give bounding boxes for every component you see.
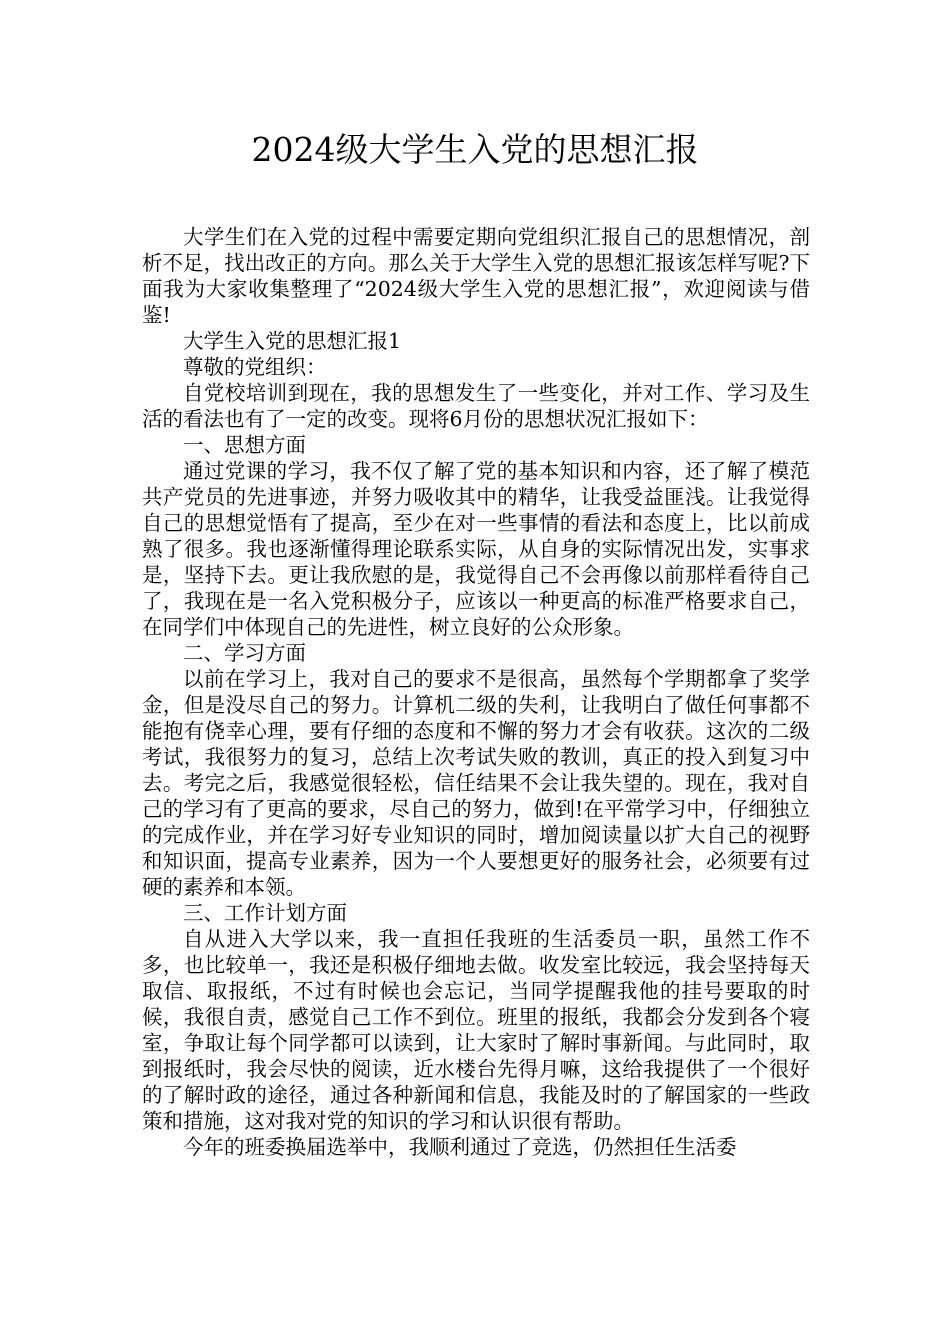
paragraph: 自党校培训到现在，我的思想发生了一些变化，并对工作、学习及生活的看法也有了一定的改变。现将6月份的思想状况汇报如下： — [142, 381, 810, 431]
paragraph-heading-thought: 一、思想方面 — [183, 433, 306, 457]
paragraph: 以前在学习上，我对自己的要求不是很高，虽然每个学期都拿了奖学金，但是没尽自己的努力。计算机二级的失利，让我明白了做任何事都不能抱有侥幸心理，要有仔细的态度和不懈的努力才会有收获。这次的二级考试，我很努力的复习，总结上次考试失败的教训，真正的投入到复习中去。考完之后，我感觉很轻松，信任结果不会让我失望的。现在，我对自己的学习有了更高的要求，尽自己的努力，做到!在平常学习中，仔细独立的完成作业，并在学习好专业知识的同时，增加阅读量以扩大自己的视野和知识面，提高专业素养，因为一个人要想更好的服务社会，必须要有过硬的素养和本领。 — [142, 667, 810, 899]
paragraph: 今年的班委换届选举中，我顺利通过了竞选，仍然担任生活委 — [183, 1135, 737, 1159]
paragraph-heading-study: 二、学习方面 — [183, 641, 306, 665]
paragraph: 自从进入大学以来，我一直担任我班的生活委员一职，虽然工作不多，也比较单一，我还是积极仔细地去做。收发室比较远，我会坚持每天取信、取报纸，不过有时候也会忘记，当同学提醒我他的挂号要取的时候，我很自责，感觉自己工作不到位。班里的报纸，我都会分发到各个寝室，争取让每个同学都可以读到，让大家时了解时事新闻。与此同时，取到报纸时，我会尽快的阅读，近水楼台先得月嘛，这给我提供了一个很好的了解时政的途径，通过各种新闻和信息，我能及时的了解国家的一些政策和措施，这对我对党的知识的学习和认识很有帮助。 — [142, 927, 810, 1133]
paragraph-salutation: 尊敬的党组织： — [183, 355, 327, 379]
paragraph-intro: 大学生们在入党的过程中需要定期向党组织汇报自己的思想情况，剖析不足，找出改正的方向。那么关于大学生入党的思想汇报该怎样写呢?下面我为大家收集整理了“2024级大学生入党的思想汇报”，欢迎阅读与借鉴! — [142, 225, 810, 327]
document-body — [142, 224, 810, 1160]
paragraph-heading-work: 三、工作计划方面 — [183, 901, 347, 925]
paragraph: 通过党课的学习，我不仅了解了党的基本知识和内容，还了解了模范共产党员的先进事迹，并努力吸收其中的精华，让我受益匪浅。让我觉得自己的思想觉悟有了提高，至少在对一些事情的看法和态度上，比以前成熟了很多。我也逐渐懂得理论联系实际，从自身的实际情况出发，实事求是，坚持下去。更让我欣慰的是，我觉得自己不会再像以前那样看待自己了，我现在是一名入党积极分子，应该以一种更高的标准严格要求自己，在同学们中体现自己的先进性，树立良好的公众形象。 — [142, 459, 810, 639]
document-title: 2024级大学生入党的思想汇报 — [251, 130, 699, 169]
paragraph-section-heading: 大学生入党的思想汇报1 — [183, 329, 402, 353]
